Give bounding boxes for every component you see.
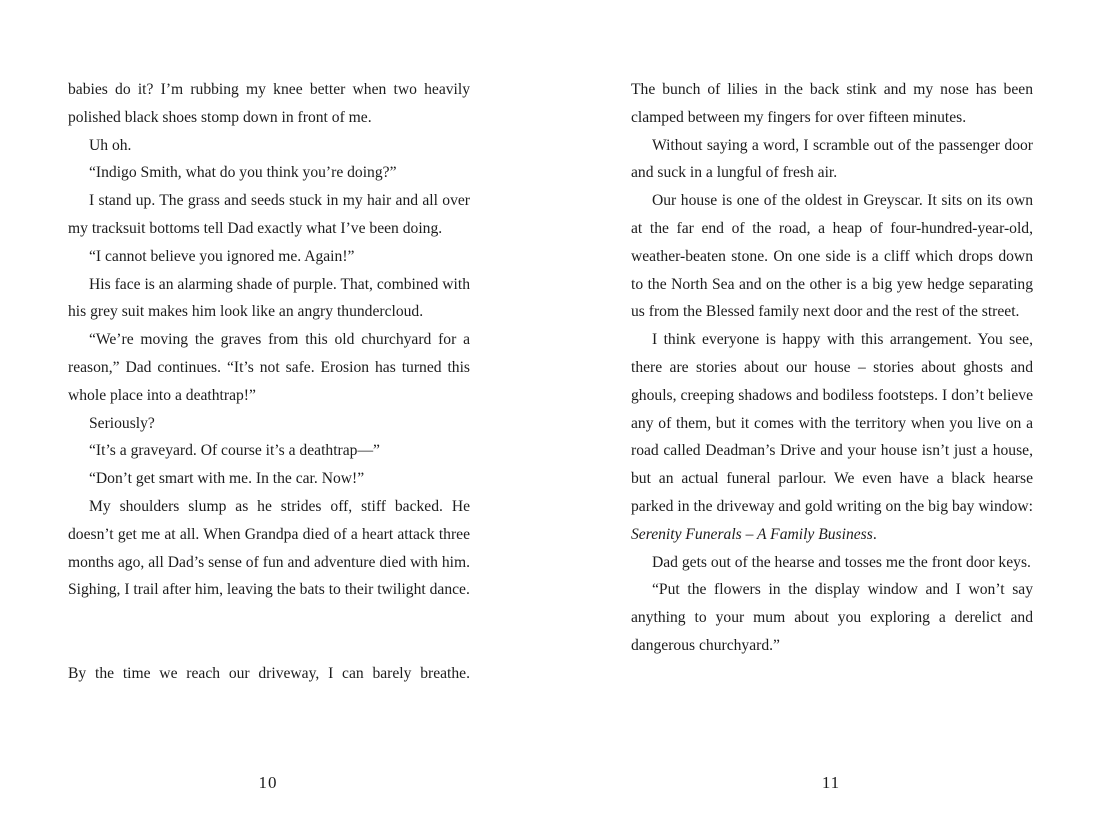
paragraph: “Don’t get smart with me. In the car. Now!” xyxy=(89,470,365,488)
paragraph-scene-start: By the time we reach our driveway, I can barely breathe. xyxy=(68,664,470,682)
paragraph: Our house is one of the oldest in Greyscar. It sits on its own at the far end of the road, a heap of four-hundred-year-old, weather-beaten stone. On one side is a cliff which drops down to the North Sea and on the other is a big yew hedge separating us from the Blessed family next door and the rest of the street. xyxy=(631,192,1033,321)
paragraph: “Indigo Smith, what do you think you’re doing?” xyxy=(89,164,397,182)
paragraph: babies do it? I’m rubbing my knee better when two heavily polished black shoes stomp down in front of me. xyxy=(68,81,470,126)
paragraph-with-sign xyxy=(631,326,1033,548)
paragraph: “Put the flowers in the display window and I won’t say anything to your mum about you exploring a derelict and dangerous churchyard.” xyxy=(631,581,1033,654)
window-sign-text: Serenity Funerals – A Family Business xyxy=(631,525,873,543)
page-number-right: 11 xyxy=(821,773,841,792)
paragraph: My shoulders slump as he strides off, stiff backed. He doesn’t get me at all. When Grandpa died of a heart attack three months ago, all Dad’s sense of fun and adventure died with him. Sighing, I trail after him, leaving the bats to their twilight dance. xyxy=(68,497,470,599)
paragraph: I stand up. The grass and seeds stuck in my hair and all over my tracksuit bottoms tell Dad exactly what I’ve been doing. xyxy=(68,192,470,237)
paragraph-text: I think everyone is happy with this arrangement. You see, there are stories about our house – stories about ghosts and ghouls, creeping shadows and bodiless footsteps. I don’t believe any of them, but it comes with the territory when you live on a road called Deadman’s Drive and your house isn’t just a house, but an actual funeral parlour. We even have a black hearse parked in the driveway and gold writing on the big bay window: xyxy=(631,331,1033,515)
paragraph: The bunch of lilies in the back stink and my nose has been clamped between my fingers for over fifteen minutes. xyxy=(631,81,1033,126)
left-page xyxy=(68,76,470,688)
page-number-left: 10 xyxy=(258,773,278,792)
paragraph: “It’s a graveyard. Of course it’s a deathtrap—” xyxy=(89,442,380,460)
right-page xyxy=(631,76,1033,660)
paragraph: “I cannot believe you ignored me. Again!” xyxy=(89,247,355,265)
paragraph: Without saying a word, I scramble out of the passenger door and suck in a lungful of fresh air. xyxy=(631,136,1033,182)
paragraph: His face is an alarming shade of purple. That, combined with his grey suit makes him look like an angry thundercloud. xyxy=(68,275,470,321)
paragraph: Uh oh. xyxy=(89,136,132,154)
sentence-end: . xyxy=(872,525,877,543)
paragraph: Seriously? xyxy=(89,414,155,432)
paragraph: Dad gets out of the hearse and tosses me the front door keys. xyxy=(652,553,1031,571)
paragraph: “We’re moving the graves from this old churchyard for a reason,” Dad continues. “It’s not safe. Erosion has turned this whole place into a deathtrap!” xyxy=(68,331,470,404)
